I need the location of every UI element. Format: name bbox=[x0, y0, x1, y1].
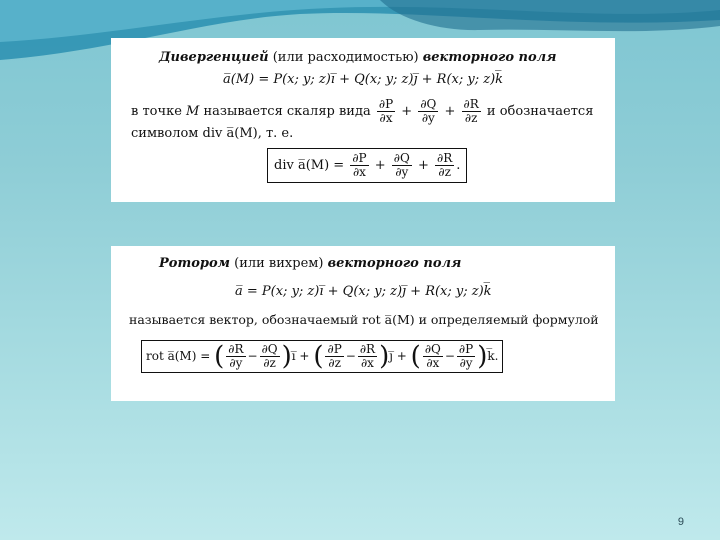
boxed-fraction-dP-dx: $\frac{\partial P}{\partial x}$ bbox=[352, 151, 367, 179]
rotor-boxed-lhs: rot a̅(M) = bbox=[146, 349, 211, 363]
rotor-term: Ротором bbox=[159, 256, 230, 271]
divergence-panel bbox=[111, 38, 615, 202]
rotor-fraction-dR-dx: $\frac{\partial R}{\partial x}$ bbox=[359, 342, 376, 370]
rotor-fraction-dP-dz: $\frac{\partial P}{\partial z}$ bbox=[327, 342, 342, 370]
divergence-symbol-line bbox=[131, 126, 293, 142]
rotor-fraction-dQ-dz: $\frac{\partial Q}{\partial z}$ bbox=[261, 342, 278, 370]
rotor-field-word: векторного поля bbox=[327, 256, 462, 271]
rotor-aside: (или вихрем) bbox=[234, 256, 324, 271]
rotor-field-formula: a̅ = P(x; y; z)i̅ + Q(x; y; z)j̅ + R(x; y; z)k̅ bbox=[235, 284, 492, 299]
divergence-point: M bbox=[186, 104, 200, 119]
divergence-text-2: называется скаляр вида bbox=[203, 104, 371, 119]
divergence-text-3: и обозначается bbox=[486, 104, 594, 119]
divergence-field-formula: a̅(M) = P(x; y; z)i̅ + Q(x; y; z)j̅ + R(x; y; z)k̅ bbox=[223, 72, 504, 87]
divergence-term: Дивергенцией bbox=[159, 50, 269, 65]
divergence-boxed-formula: div a̅(M) = $\frac{\partial P}{\partial x}$ + $\frac{\partial Q}{\partial y}$ + $\frac{\partial R}{\partial z}$ . bbox=[267, 148, 467, 183]
divergence-aside: (или расходимостью) bbox=[272, 50, 419, 65]
fraction-dQ-dy: $\frac{\partial Q}{\partial y}$ bbox=[420, 97, 437, 125]
divergence-definition-line bbox=[159, 50, 557, 66]
fraction-dR-dz: $\frac{\partial R}{\partial z}$ bbox=[463, 97, 479, 125]
rotor-definition-line bbox=[159, 256, 461, 272]
divergence-text-5: a̅(M), т. е. bbox=[226, 126, 294, 141]
rotor-i-term: i̅ + bbox=[291, 349, 310, 363]
rotor-fraction-dP-dy: $\frac{\partial P}{\partial y}$ bbox=[458, 342, 474, 370]
rotor-fraction-dR-dy: $\frac{\partial R}{\partial y}$ bbox=[228, 342, 244, 370]
divergence-text-1: в точке bbox=[131, 104, 182, 119]
boxed-fraction-dQ-dy: $\frac{\partial Q}{\partial y}$ bbox=[393, 151, 410, 179]
boxed-fraction-dR-dz: $\frac{\partial R}{\partial z}$ bbox=[437, 151, 453, 179]
divergence-text-4: символом div bbox=[131, 126, 223, 141]
divergence-boxed-lhs: div a̅(M) = bbox=[274, 158, 345, 173]
rotor-fraction-dQ-dx: $\frac{\partial Q}{\partial x}$ bbox=[424, 342, 441, 370]
rotor-panel bbox=[111, 246, 615, 401]
rotor-boxed-formula: rot a̅(M) = ( $\frac{\partial R}{\partial y}$ − $\frac{\partial Q}{\partial z}$ )i̅ + ( $\frac{\partial P}{\partial z}$ − $\frac{\partial R}{\partial x}$ )j̅ + ( $\frac{\partial Q}{\partial x}$ − $\frac{\partial P}{\partial y}$ )k̅. bbox=[141, 340, 503, 373]
divergence-field-word: векторного поля bbox=[422, 50, 557, 65]
page-number: 9 bbox=[677, 516, 684, 528]
fraction-dP-dx: $\frac{\partial P}{\partial x}$ bbox=[378, 97, 394, 125]
rotor-k-term: k̅. bbox=[487, 349, 499, 363]
rotor-vector-line: называется вектор, обозначаемый rot a̅(M) и определяемый формулой bbox=[129, 312, 599, 327]
rotor-j-term: j̅ + bbox=[389, 349, 407, 363]
divergence-scalar-line: в точке M называется скаляр вида $\frac{\partial P}{\partial x}$ + $\frac{\partial Q}{\partial y}$ + $\frac{\partial R}{\partial z}$ и обозначается bbox=[131, 97, 594, 125]
